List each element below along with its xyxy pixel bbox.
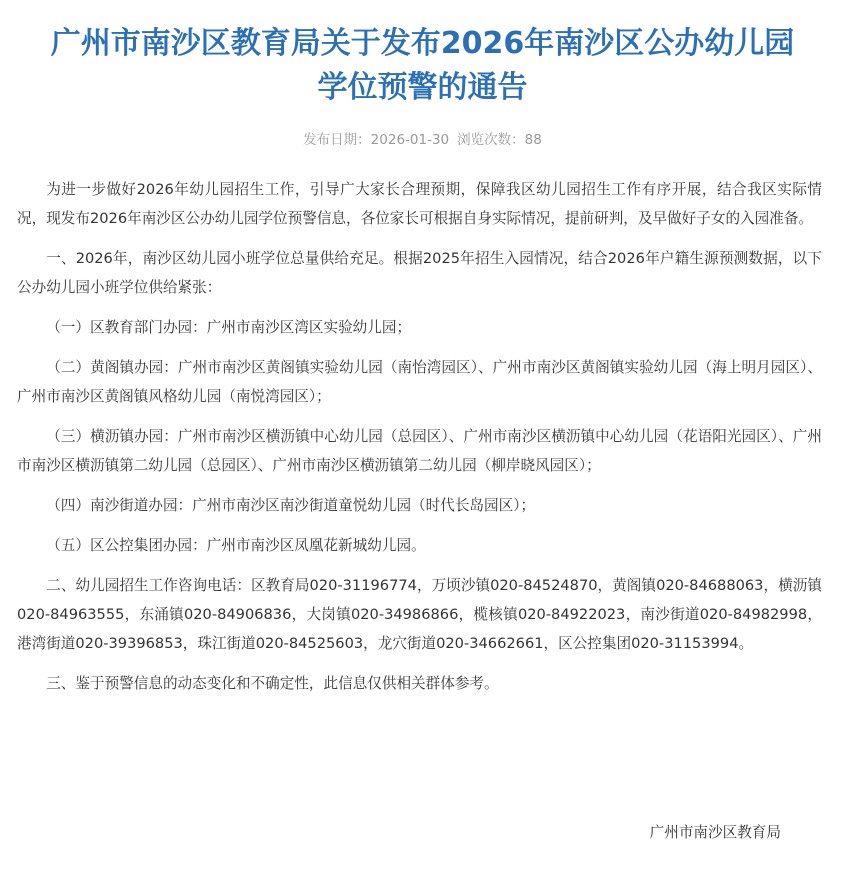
article-meta <box>0 130 845 150</box>
paragraph-section-2-phones: 二、幼儿园招生工作咨询电话：区教育局020-31196774，万顷沙镇020-84524870，黄阁镇020-84688063，横沥镇020-84963555，东涌镇020-84906836，大岗镇020-34986866，榄核镇020-84922023，南沙街道020-84982998，港湾街道020-39396853，珠江街道020-84525603，龙穴街道020-34662661，区公控集团020-31153994。 <box>17 577 822 652</box>
paragraph-intro: 为进一步做好2026年幼儿园招生工作，引导广大家长合理预期，保障我区幼儿园招生工作有序开展，结合我区实际情况，现发布2026年南沙区公办幼儿园学位预警信息，各位家长可根据自身实际情况，提前研判，及早做好子女的入园准备。 <box>17 181 822 227</box>
views-label: 浏览次数： <box>457 132 525 148</box>
paragraph-item-3: （三）横沥镇办园：广州市南沙区横沥镇中心幼儿园（总园区）、广州市南沙区横沥镇中心幼儿园（花语阳光园区）、广州市南沙区横沥镇第二幼儿园（总园区）、广州市南沙区横沥镇第二幼儿园（柳岸晓风园区）； <box>17 428 822 474</box>
article-title-line-2: 学位预警的通告 <box>317 70 528 105</box>
paragraph-item-1: （一）区教育部门办园：广州市南沙区湾区实验幼儿园； <box>46 319 412 336</box>
paragraph-section-1: 一、2026年，南沙区幼儿园小班学位总量供给充足。根据2025年招生入园情况，结合2026年户籍生源预测数据，以下公办幼儿园小班学位供给紧张： <box>17 250 822 296</box>
paragraph-item-2: （二）黄阁镇办园：广州市南沙区黄阁镇实验幼儿园（南怡湾园区）、广州市南沙区黄阁镇实验幼儿园（海上明月园区）、广州市南沙区黄阁镇风格幼儿园（南悦湾园区）； <box>17 359 822 405</box>
paragraph-section-3: 三、鉴于预警信息的动态变化和不确定性，此信息仅供相关群体参考。 <box>46 675 499 692</box>
publish-date: 2026-01-30 <box>370 132 450 148</box>
article-title-line-1: 广州市南沙区教育局关于发布2026年南沙区公办幼儿园 <box>50 26 795 61</box>
article-title <box>0 22 845 110</box>
signature: 广州市南沙区教育局 <box>649 824 781 841</box>
article-body <box>17 175 822 709</box>
views-count: 88 <box>524 132 542 148</box>
paragraph-item-4: （四）南沙街道办园：广州市南沙区南沙街道童悦幼儿园（时代长岛园区）； <box>46 497 536 514</box>
publish-date-label: 发布日期： <box>303 132 371 148</box>
paragraph-item-5: （五）区公控集团办园：广州市南沙区凤凰花新城幼儿园。 <box>46 537 426 554</box>
